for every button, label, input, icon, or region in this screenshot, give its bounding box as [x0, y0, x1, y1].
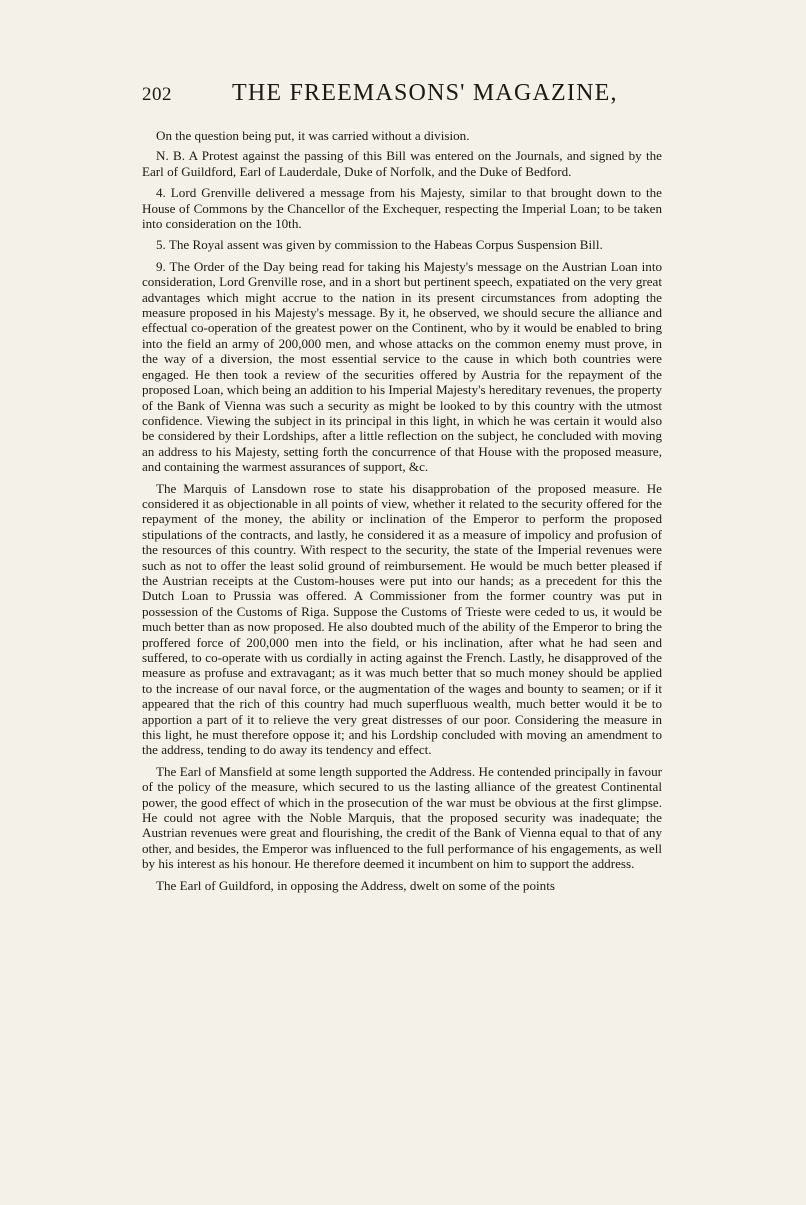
paragraph: The Earl of Guildford, in opposing the Address, dwelt on some of the points	[156, 877, 555, 893]
page-header	[142, 78, 662, 112]
paragraph: N. B. A Protest against the passing of this Bill was entered on the Journals, and signed by the Earl of Guildford, Earl of Lauderdale, Duke of Norfolk, and the Duke of Bedford.	[142, 148, 662, 179]
paragraph: 5. The Royal assent was given by commission to the Habeas Corpus Suspension Bill.	[156, 237, 603, 253]
paragraph: The Marquis of Lansdown rose to state his disapprobation of the proposed measure. He considered it as objectionable in all points of view, whether it related to the security offered for the repayment of the money, the ability or inclination of the Emperor to perform the proposed stipulations of the contracts, and lastly, he considered it as a measure of impolicy and profusion of the resources of this country. With respect to the security, the state of the Imperial revenues were such as not to offer the least solid ground of reimbursement. He would be much better pleased if the Austrian receipts at the Custom-houses were put into our hands; as a precedent for this the Dutch Loan to Prussia was offered. A Commissioner from the former country was put in possession of the Customs of Riga. Suppose the Customs of Trieste were ceded to us, it would be much better than as now proposed. He also doubted much of the ability of the Emperor to bring the proffered force of 200,000 men into the field, or his inclination, after what he had seen and suffered, to co-operate with us cordially in acting against the French. Lastly, he disapproved of the measure as profuse and extravagant; as it was much better that so much money should be applied to the increase of our naval force, or the augmentation of the wages and bounty to seamen; or if it appeared that the rich of this country had much superfluous wealth, much better would it be to apportion a part of it to relieve the very great distresses of our poor. Considering the measure in this light, he must therefore oppose it; and his Lordship concluded with moving an amendment to the address, tending to do away its tendency and effect.	[142, 480, 662, 758]
running-head: THE FREEMASONS' MAGAZINE,	[232, 80, 618, 106]
page-number: 202	[142, 84, 172, 105]
paragraph: 4. Lord Grenville delivered a message from his Majesty, similar to that brought down to the House of Commons by the Chancellor of the Exchequer, respecting the Imperial Loan; to be taken into consideration on the 10th.	[142, 185, 662, 232]
paragraph: On the question being put, it was carried without a division.	[156, 128, 470, 143]
paragraph: The Earl of Mansfield at some length supported the Address. He contended principally in favour of the policy of the measure, which secured to us the lasting alliance of the greatest Continental power, the good effect of which in the prosecution of the war must be obvious at the first glimpse. He could not agree with the Noble Marquis, that the proposed security was inadequate; the Austrian revenues were great and flourishing, the credit of the Bank of Vienna equal to that of any other, and besides, the Emperor was influenced to the full performance of his engagements, as well by his interest as his honour. He therefore deemed it incumbent on him to support the address.	[142, 763, 662, 872]
paragraph: 9. The Order of the Day being read for taking his Majesty's message on the Austrian Loan into consideration, Lord Grenville rose, and in a short but pertinent speech, expatiated on the very great advantages which might accrue to the nation in its present circumstances from adopting the measure proposed in his Majesty's message. By it, he observed, we should secure the alliance and effectual co-operation of the greatest power on the Continent, who by it would be enabled to bring into the field an army of 200,000 men, and whose attacks on the common enemy must prove, in the way of a diversion, the most essential service to the cause in which both countries were engaged. He then took a review of the securities offered by Austria for the repayment of the proposed Loan, which being an addition to his Imperial Majesty's hereditary revenues, the property of the Bank of Vienna was such a security as might be looked to by this country with the utmost confidence. Viewing the subject in its principal in this light, in which he was certain it would also be considered by their Lordships, after a little reflection on the subject, he concluded with moving an address to his Majesty, setting forth the concurrence of that House with the proposed measure, and containing the warmest assurances of support, &c.	[142, 258, 662, 475]
body-text	[142, 128, 662, 898]
